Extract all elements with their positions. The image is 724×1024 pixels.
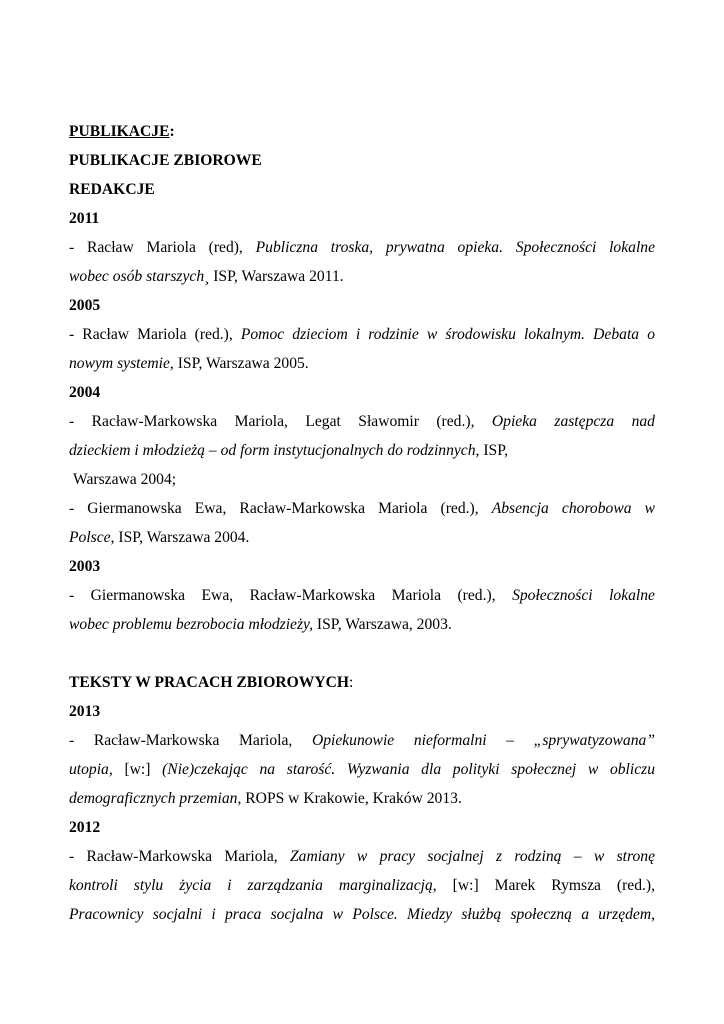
entry-2004b-line-2: [69, 523, 655, 552]
entry-2004a-line-2: [69, 436, 655, 465]
heading-publikacje-colon: :: [169, 123, 175, 140]
entry-2011-authors: - Racław Mariola (red),: [69, 239, 256, 256]
entry-2011-line-2: [69, 262, 655, 291]
entry-2005-line-1: [69, 320, 655, 349]
document-page: [69, 117, 655, 929]
entry-2013-line-2: [69, 755, 655, 784]
entry-2013-book-title-part-1: (Nie)czekając na starość. Wyzwania dla polityki społecznej w obliczu: [162, 761, 655, 778]
entry-2004a-line-1: [69, 407, 655, 436]
entry-2013-in: [w:]: [112, 761, 163, 778]
year-2013: 2013: [69, 703, 101, 720]
entry-2004b-authors: - Giermanowska Ewa, Racław-Markowska Mariola (red.),: [69, 500, 492, 517]
entry-2012-title-part-1: Zamiany w pracy socjalnej z rodziną – w stronę: [289, 848, 655, 865]
entry-2011-title-part-2: wobec osób starszych: [69, 268, 205, 285]
entry-2011-publisher: ¸ ISP, Warszawa 2011.: [204, 268, 344, 285]
year-2005: 2005: [69, 297, 101, 314]
entry-2004a-line-3: Warszawa 2004;: [73, 471, 177, 488]
year-2012: 2012: [69, 819, 101, 836]
entry-2005-publisher: , ISP, Warszawa 2005.: [169, 355, 309, 372]
entry-2003-line-1: [69, 581, 655, 610]
year-2003: 2003: [69, 558, 101, 575]
entry-2012-in-editor: , [w:] Marek Rymsza (red.),: [432, 877, 655, 894]
entry-2004b-line-1: [69, 494, 655, 523]
entry-2013-line-1: [69, 726, 655, 755]
entry-2003-publisher: ISP, Warszawa, 2003.: [312, 616, 452, 633]
year-2011: 2011: [69, 210, 100, 227]
entry-2012-trailing-comma: ,: [651, 906, 655, 923]
entry-2003-line-2: [69, 610, 655, 639]
entry-2013-book-title-part-2: demograficznych przemian: [69, 790, 238, 807]
entry-2005-title-part-1: Pomoc dzieciom i rodzinie w środowisku lokalnym. Debata o: [240, 326, 655, 343]
heading-teksty-colon: :: [349, 674, 354, 691]
entry-2011-title-part-1: Publiczna troska, prywatna opieka. Społeczności lokalne: [255, 239, 655, 256]
entry-2004a-title-part-1: Opieka zastępcza nad: [491, 413, 655, 430]
entry-2003-authors: - Giermanowska Ewa, Racław-Markowska Mariola (red.),: [69, 587, 513, 604]
entry-2013-line-3: [69, 784, 655, 813]
entry-2004b-title-part-2: Polsce: [69, 529, 111, 546]
entry-2012-book-title: Pracownicy socjalni i praca socjalna w Polsce. Miedzy służbą społeczną a urzędem: [69, 906, 652, 923]
entry-2012-authors: - Racław-Markowska Mariola,: [69, 848, 290, 865]
entry-2004a-publisher: , ISP,: [475, 442, 509, 459]
entry-2013-authors: - Racław-Markowska Mariola,: [69, 732, 312, 749]
entry-2012-line-2: [69, 871, 655, 900]
entry-2004b-publisher: , ISP, Warszawa 2004.: [110, 529, 250, 546]
entry-2003-title-part-1: Społeczności lokalne: [512, 587, 655, 604]
entry-2005-line-2: [69, 349, 655, 378]
entry-2005-title-part-2: nowym systemie: [69, 355, 170, 372]
entry-2004a-title-part-2: dzieckiem i młodzieżą – od form instytucjonalnych do rodzinnych: [69, 442, 476, 459]
entry-2013-title-part-2: utopia,: [69, 761, 113, 778]
entry-2013-title-part-1: Opiekunowie nieformalni – „sprywatyzowana”: [311, 732, 655, 749]
entry-2012-title-part-2: kontroli stylu życia i zarządzania marginalizacją: [69, 877, 433, 894]
section-heading-publikacje: [69, 117, 655, 146]
entry-2012-line-3: [69, 900, 655, 929]
entry-2012-line-1: [69, 842, 655, 871]
entry-2003-title-part-2: wobec problemu bezrobocia młodzieży,: [69, 616, 313, 633]
heading-teksty-text: TEKSTY W PRACACH ZBIOROWYCH: [69, 674, 350, 691]
entry-2013-publisher: , ROPS w Krakowie, Kraków 2013.: [237, 790, 462, 807]
heading-publikacje-text: PUBLIKACJE: [69, 123, 170, 140]
entry-2005-authors: - Racław Mariola (red.),: [69, 326, 241, 343]
section-spacer: [69, 639, 655, 668]
section-heading-redakcje: REDAKCJE: [69, 181, 155, 198]
section-heading-zbiorowe: PUBLIKACJE ZBIOROWE: [69, 152, 262, 169]
year-2004: 2004: [69, 384, 101, 401]
entry-2004b-title-part-1: Absencja chorobowa w: [491, 500, 655, 517]
entry-2004a-authors: - Racław-Markowska Mariola, Legat Sławomir (red.),: [69, 413, 492, 430]
entry-2011-line-1: [69, 233, 655, 262]
section-heading-teksty: [69, 668, 655, 697]
